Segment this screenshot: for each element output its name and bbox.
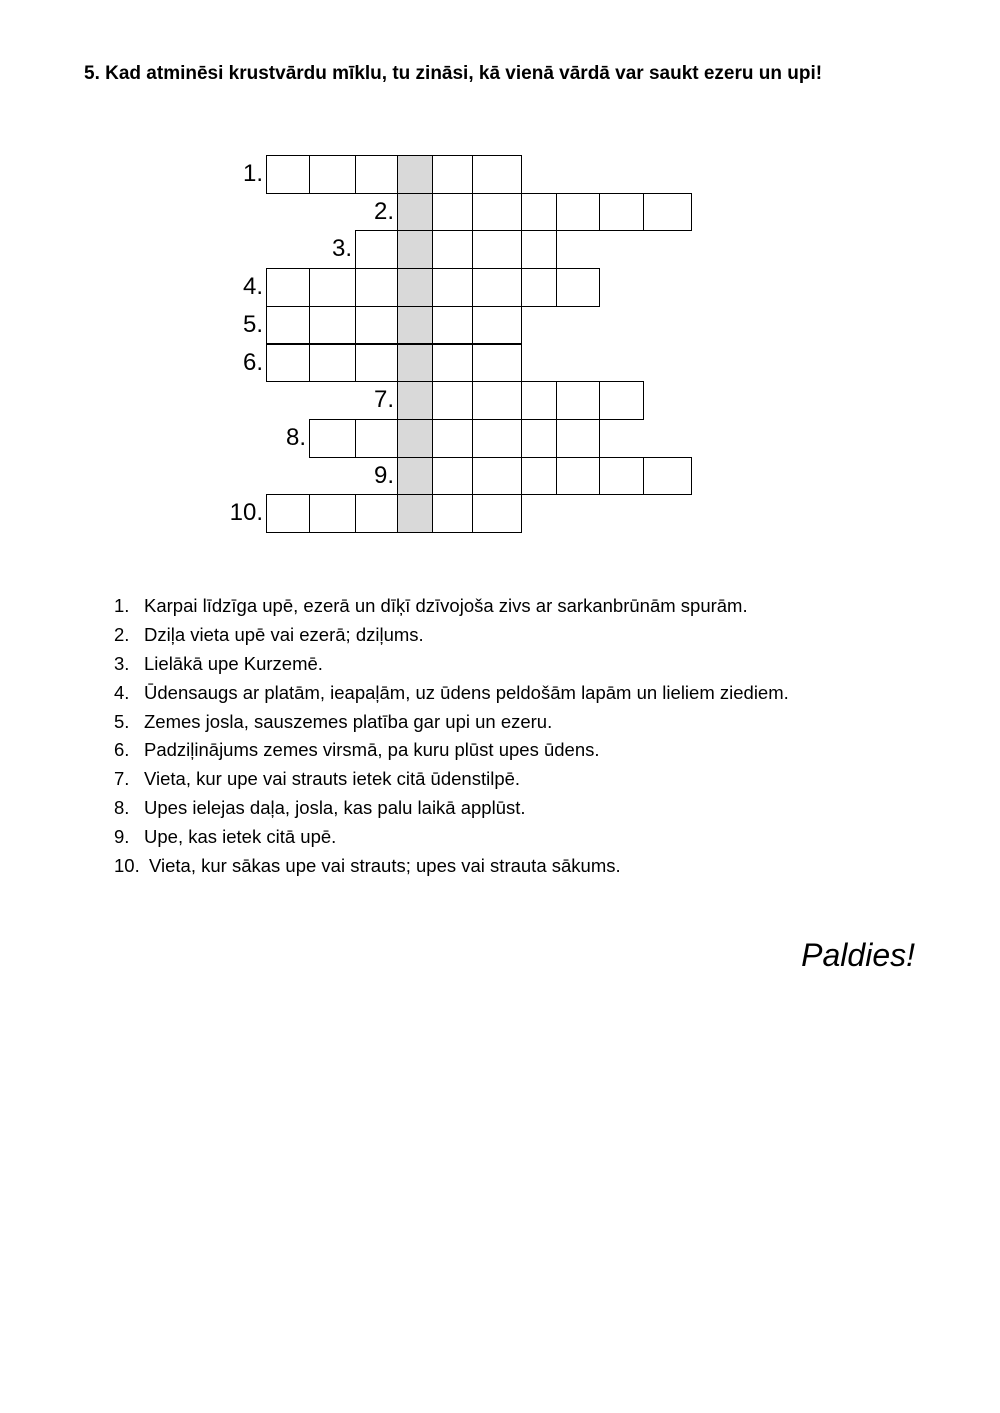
letter-cell[interactable] — [432, 155, 473, 194]
task-title: 5. Kad atminēsi krustvārdu mīklu, tu zināsi, kā vienā vārdā var saukt ezeru un upi! — [84, 63, 823, 84]
letter-cell[interactable] — [432, 344, 473, 383]
letter-cell[interactable] — [521, 381, 557, 420]
clue-text: Padziļinājums zemes virsmā, pa kuru plūst upes ūdens. — [144, 739, 600, 761]
closing-thanks: Paldies! — [801, 937, 915, 973]
row-number: 5. — [242, 310, 263, 338]
clue-number: 4. — [114, 681, 130, 703]
row-number: 4. — [242, 273, 263, 301]
row-number: 6. — [242, 348, 263, 376]
letter-cell[interactable] — [472, 306, 522, 345]
clue-item — [114, 852, 789, 881]
letter-cell[interactable] — [355, 230, 398, 269]
row-number: 1. — [242, 160, 263, 187]
letter-cell[interactable] — [266, 155, 310, 194]
letter-cell[interactable] — [599, 193, 644, 232]
key-column-cell[interactable] — [397, 381, 433, 420]
clue-item — [114, 823, 789, 852]
letter-cell[interactable] — [472, 268, 522, 307]
clue-number: 5. — [114, 710, 130, 732]
letter-cell[interactable] — [355, 268, 398, 307]
clue-text: Karpai līdzīga upē, ezerā un dīķī dzīvojoša zivs ar sarkanbrūnām spurām. — [144, 595, 748, 616]
letter-cell[interactable] — [521, 230, 557, 269]
key-column-cell[interactable] — [397, 230, 433, 269]
letter-cell[interactable] — [472, 419, 522, 458]
letter-cell[interactable] — [472, 457, 522, 496]
clue-text: Vieta, kur sākas upe vai strauts; upes vai strauta sākums. — [149, 855, 621, 877]
letter-cell[interactable] — [556, 419, 600, 458]
clue-item — [114, 794, 789, 823]
key-column-cell[interactable] — [397, 155, 433, 194]
row-number: 9. — [373, 461, 394, 489]
letter-cell[interactable] — [309, 268, 356, 307]
letter-cell[interactable] — [472, 230, 522, 269]
letter-cell[interactable] — [556, 457, 600, 496]
letter-cell[interactable] — [266, 344, 310, 383]
letter-cell[interactable] — [309, 419, 356, 458]
letter-cell[interactable] — [556, 193, 600, 232]
letter-cell[interactable] — [309, 344, 356, 383]
letter-cell[interactable] — [432, 268, 473, 307]
letter-cell[interactable] — [432, 419, 473, 458]
key-column-cell[interactable] — [397, 457, 433, 496]
clue-number: 8. — [114, 797, 130, 819]
clue-text: Upes ielejas daļa, josla, kas palu laikā applūst. — [144, 797, 526, 819]
letter-cell[interactable] — [309, 155, 356, 194]
letter-cell[interactable] — [432, 381, 473, 420]
key-column-cell[interactable] — [397, 193, 433, 232]
clue-text: Vieta, kur upe vai strauts ietek citā ūdenstilpē. — [144, 768, 521, 790]
row-number: 7. — [373, 386, 394, 414]
clue-text: Lielākā upe Kurzemē. — [144, 652, 323, 674]
letter-cell[interactable] — [472, 381, 522, 420]
letter-cell[interactable] — [521, 419, 557, 458]
letter-cell[interactable] — [599, 457, 644, 496]
clue-number: 6. — [114, 739, 130, 761]
letter-cell[interactable] — [556, 268, 600, 307]
letter-cell[interactable] — [521, 193, 557, 232]
letter-cell[interactable] — [643, 457, 692, 496]
clue-text: Upe, kas ietek citā upē. — [144, 826, 337, 848]
letter-cell[interactable] — [472, 494, 522, 533]
letter-cell[interactable] — [432, 457, 473, 496]
crossword-grid — [0, 0, 1000, 560]
key-column-cell[interactable] — [397, 344, 433, 383]
letter-cell[interactable] — [266, 268, 310, 307]
letter-cell[interactable] — [355, 494, 398, 533]
clue-number: 9. — [114, 826, 130, 848]
letter-cell[interactable] — [432, 193, 473, 232]
letter-cell[interactable] — [643, 193, 692, 232]
letter-cell[interactable] — [472, 193, 522, 232]
letter-cell[interactable] — [355, 419, 398, 458]
clue-item — [114, 708, 789, 737]
clue-number: 2. — [114, 623, 130, 645]
letter-cell[interactable] — [472, 344, 522, 383]
letter-cell[interactable] — [521, 457, 557, 496]
key-column-cell[interactable] — [397, 306, 433, 345]
clue-number: 3. — [114, 652, 130, 674]
clue-text: Dziļa vieta upē vai ezerā; dziļums. — [144, 623, 424, 645]
key-column-cell[interactable] — [397, 419, 433, 458]
row-number: 8. — [285, 423, 306, 451]
clue-number: 10. — [114, 855, 140, 877]
clue-item — [114, 592, 789, 621]
clue-item — [114, 650, 789, 679]
clue-number: 7. — [114, 768, 130, 790]
row-number: 2. — [373, 197, 394, 225]
clue-text: Zemes josla, sauszemes platība gar upi un ezeru. — [144, 710, 553, 732]
row-number: 10. — [229, 499, 263, 527]
letter-cell[interactable] — [432, 494, 473, 533]
letter-cell[interactable] — [355, 155, 398, 194]
clue-number: 1. — [114, 595, 130, 616]
letter-cell[interactable] — [266, 494, 310, 533]
letter-cell[interactable] — [472, 155, 522, 194]
letter-cell[interactable] — [599, 381, 644, 420]
letter-cell[interactable] — [521, 268, 557, 307]
letter-cell[interactable] — [355, 306, 398, 345]
key-column-cell[interactable] — [397, 494, 433, 533]
letter-cell[interactable] — [355, 344, 398, 383]
letter-cell[interactable] — [309, 494, 356, 533]
row-number: 3. — [331, 235, 352, 263]
clue-item — [114, 765, 789, 794]
letter-cell[interactable] — [309, 306, 356, 345]
clue-item — [114, 736, 789, 765]
clue-item — [114, 679, 789, 708]
clue-text: Ūdensaugs ar platām, ieapaļām, uz ūdens peldošām lapām un lieliem ziediem. — [144, 681, 789, 703]
key-column-cell[interactable] — [397, 268, 433, 307]
letter-cell[interactable] — [432, 306, 473, 345]
clue-item — [114, 621, 789, 650]
letter-cell[interactable] — [432, 230, 473, 269]
letter-cell[interactable] — [266, 306, 310, 345]
letter-cell[interactable] — [556, 381, 600, 420]
clue-list — [114, 592, 789, 881]
